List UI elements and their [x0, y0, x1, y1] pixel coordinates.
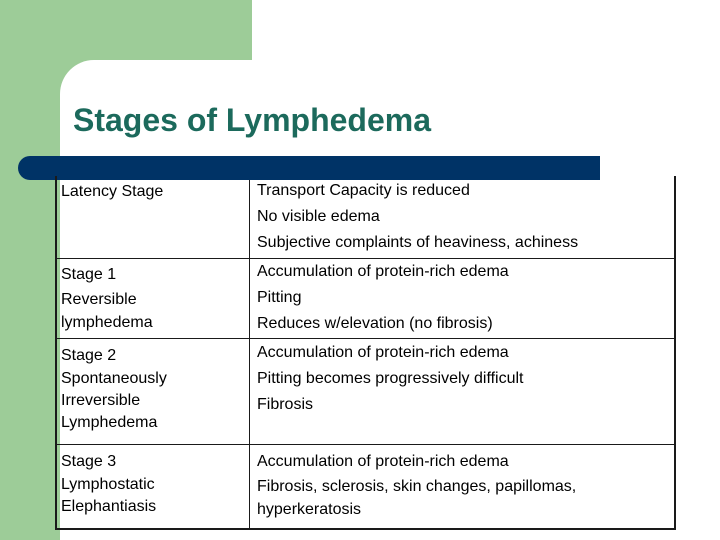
stage-text: Lymphostatic: [61, 476, 155, 493]
description-text: Subjective complaints of heaviness, achiness: [257, 234, 579, 251]
row-divider: [55, 444, 676, 445]
description-text: Fibrosis: [257, 396, 314, 413]
description-cell-1: [257, 259, 509, 337]
stage-cell-2: [61, 343, 167, 434]
stage-text: Elephantiasis: [61, 498, 157, 515]
description-cell-2: [257, 340, 524, 418]
stage-text: Spontaneously: [61, 370, 167, 387]
row-divider: [55, 338, 676, 339]
description-text: Pitting: [257, 289, 302, 306]
description-text: Reduces w/elevation (no fibrosis): [257, 315, 493, 332]
slide-title: Stages of Lymphedema: [73, 102, 432, 138]
description-text: Pitting becomes progressively difficult: [257, 370, 524, 387]
description-text: Accumulation of protein-rich edema: [257, 344, 509, 361]
description-cell-3: [257, 449, 576, 521]
stage-cell-1: [61, 262, 153, 334]
stage-cell-latency: [61, 181, 163, 203]
description-text: Transport Capacity is reduced: [257, 182, 470, 199]
description-text: Accumulation of protein-rich edema: [257, 453, 509, 470]
stage-text: Reversible: [61, 291, 137, 308]
description-text: Accumulation of protein-rich edema: [257, 263, 509, 280]
description-cell-latency: [257, 178, 578, 256]
column-divider: [249, 180, 250, 530]
description-text: hyperkeratosis: [257, 501, 362, 518]
stage-text: Stage 3: [61, 453, 117, 470]
stage-text: Irreversible: [61, 392, 141, 409]
description-text: No visible edema: [257, 208, 380, 225]
stage-text: Stage 2: [61, 347, 117, 364]
stage-text: Lymphedema: [61, 414, 158, 431]
stage-text: Stage 1: [61, 266, 117, 283]
stage-cell-3: [61, 449, 156, 518]
stage-text: Latency Stage: [61, 183, 164, 200]
stage-text: lymphedema: [61, 314, 153, 331]
description-text: Fibrosis, sclerosis, skin changes, papillomas,: [257, 478, 577, 495]
